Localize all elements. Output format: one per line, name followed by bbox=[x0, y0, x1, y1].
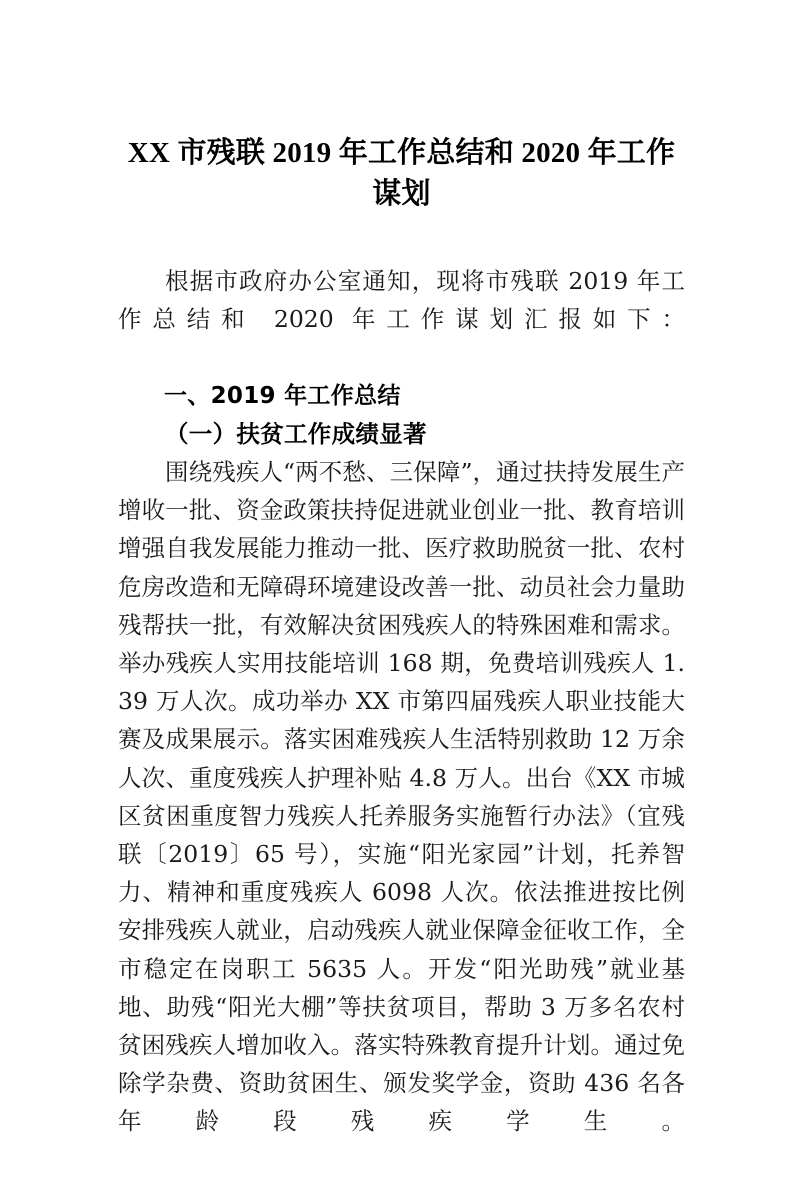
page-title: XX 市残联 2019 年工作总结和 2020 年工作谋划 bbox=[127, 137, 676, 210]
section-heading-2019-summary: 一、2019 年工作总结 bbox=[164, 382, 401, 409]
document-text-column bbox=[118, 0, 685, 1179]
title-body-spacer bbox=[118, 215, 685, 262]
subsection-heading-poverty-alleviation: （一）扶贫工作成绩显著 bbox=[165, 419, 427, 448]
body-paragraph-poverty-alleviation: 围绕残疾人“两不愁、三保障”，通过扶持发展生产增收一批、资金政策扶持促进就业创业一批、教育培训增强自我发展能力推动一批、医疗救助脱贫一批、农村危房改造和无障碍环境建设改善一批、动员社会力量助残帮扶一批，有效解决贫困残疾人的特殊困难和需求。举办残疾人实用技能培训 168 期，免费培训残疾人 1.39 万人次。成功举办 XX 市第四届残疾人职业技能大赛及成果展示。落实困难残疾人生活特别救助 12 万余人次、重度残疾人护理补贴 4.8 万人。出台《XX 市城区贫困重度智力残疾人托养服务实施暂行办法》（宜残联〔2019〕65 号），实施“阳光家园”计划，托养智力、精神和重度残疾人 6098 人次。依法推进按比例安排残疾人就业，启动残疾人就业保障金征收工作，全市稳定在岗职工 5635 人。开发“阳光助残”就业基地、助残“阳光大棚”等扶贫项目，帮助 3 万多名农村贫困残疾人增加收入。落实特殊教育提升计划。通过免除学杂费、资助贫困生、颁发奖学金，资助 436 名各年龄段残疾学生。 bbox=[118, 458, 685, 1136]
intro-paragraph: 根据市政府办公室通知，现将市残联 2019 年工作总结和 2020 年工作谋划汇报如下： bbox=[118, 267, 685, 334]
